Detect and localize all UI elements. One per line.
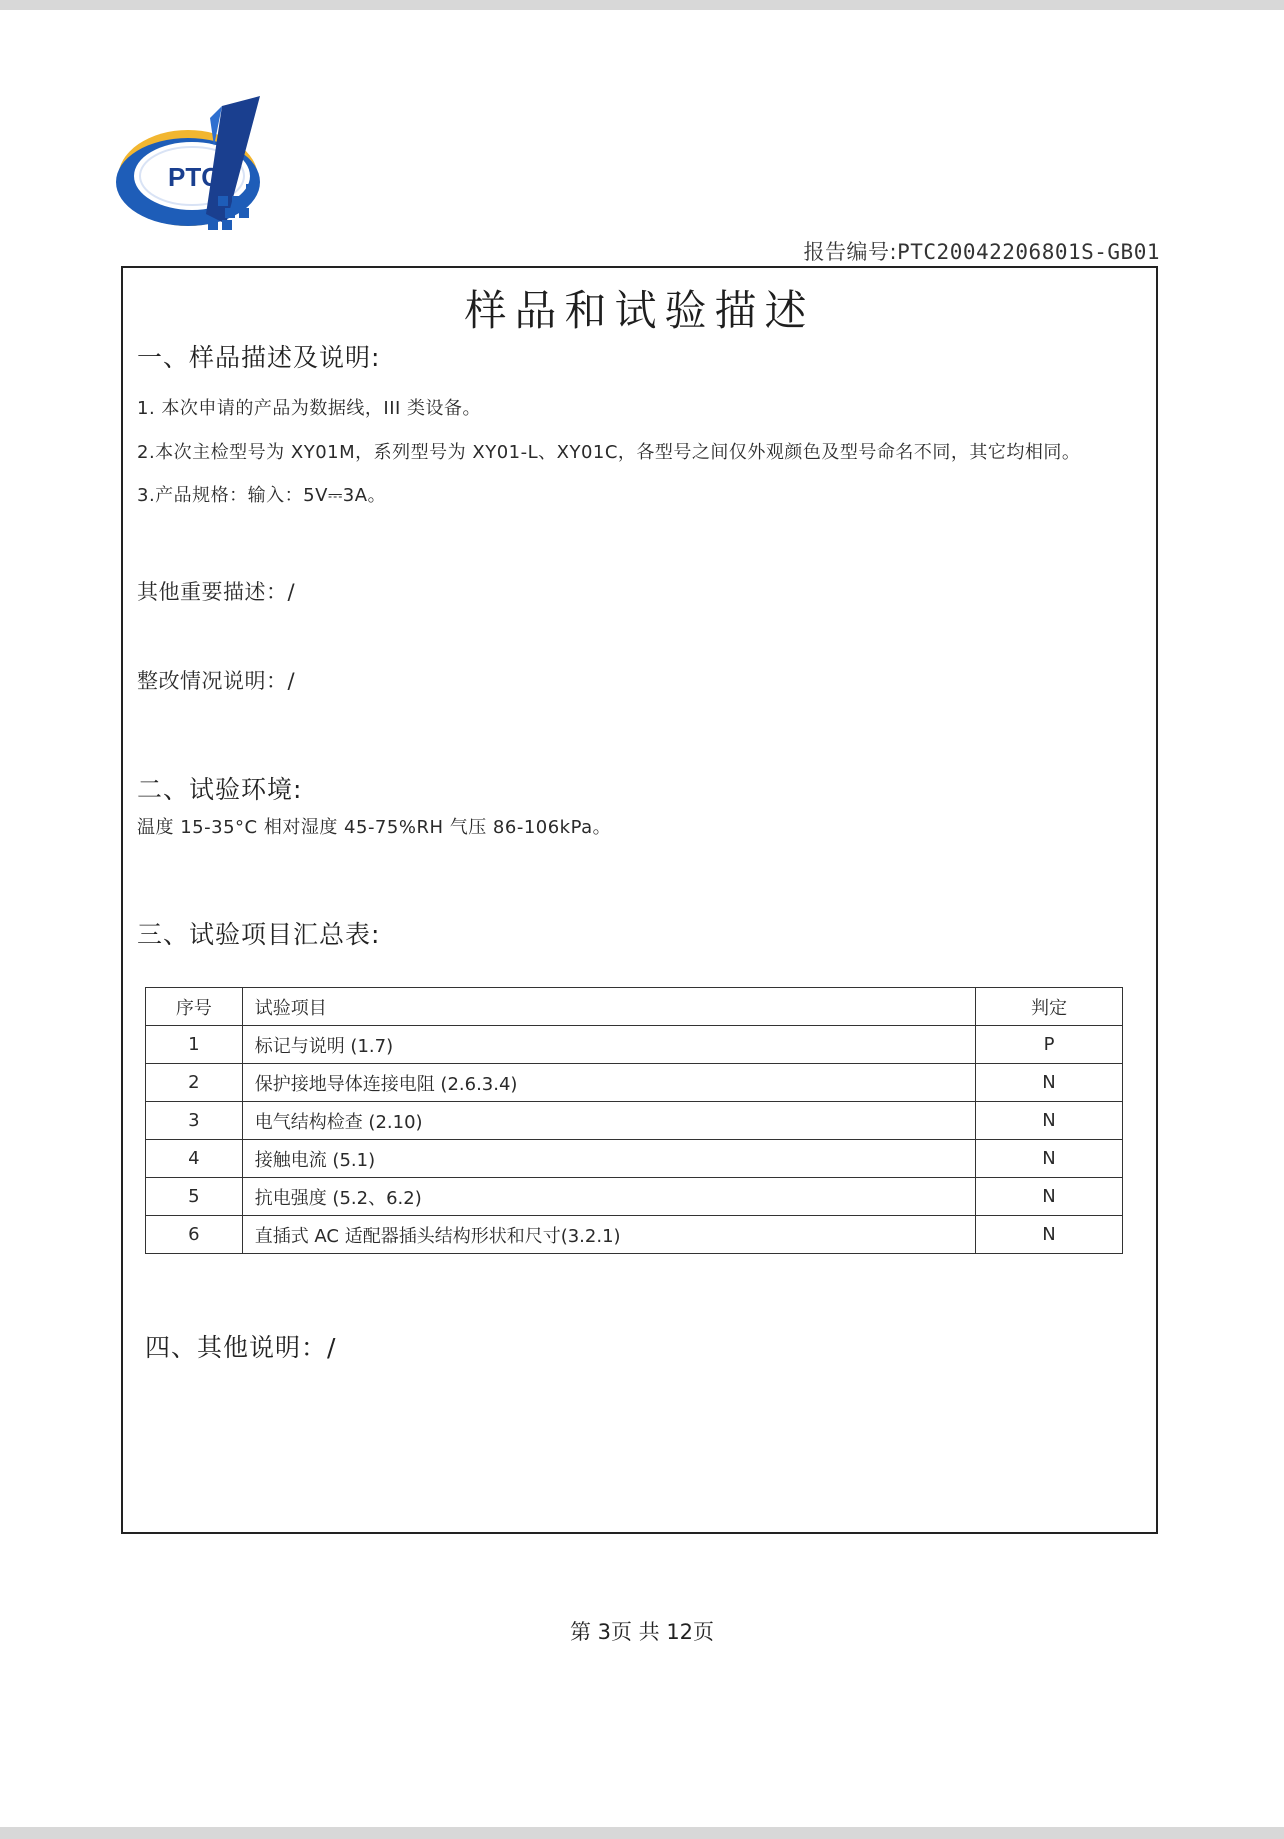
cell-verdict: P xyxy=(976,1026,1123,1064)
section1-line-3: 3.产品规格：输入：5V⎓3A。 xyxy=(137,485,387,506)
environment-text: 温度 15-35°C 相对湿度 45-75%RH 气压 86-106kPa。 xyxy=(137,817,612,838)
header-index: 序号 xyxy=(146,988,243,1026)
cell-verdict: N xyxy=(976,1102,1123,1140)
report-number xyxy=(804,236,1160,266)
rectification-note: 整改情况说明：/ xyxy=(137,669,296,693)
cell-verdict: N xyxy=(976,1064,1123,1102)
cell-index: 1 xyxy=(146,1026,243,1064)
cell-index: 2 xyxy=(146,1064,243,1102)
cell-item: 保护接地导体连接电阻 (2.6.3.4) xyxy=(242,1064,975,1102)
cell-index: 4 xyxy=(146,1140,243,1178)
ptc-logo xyxy=(110,96,290,256)
cell-verdict: N xyxy=(976,1216,1123,1254)
cell-verdict: N xyxy=(976,1178,1123,1216)
other-description: 其他重要描述：/ xyxy=(137,580,296,604)
table-row xyxy=(146,1140,1123,1178)
report-number-value: PTC20042206801S-GB01 xyxy=(897,240,1160,264)
cell-item: 标记与说明 (1.7) xyxy=(242,1026,975,1064)
table-row xyxy=(146,1178,1123,1216)
table-row xyxy=(146,1026,1123,1064)
table-header-row xyxy=(146,988,1123,1026)
cell-item: 直插式 AC 适配器插头结构形状和尺寸(3.2.1) xyxy=(242,1216,975,1254)
section1-heading: 一、样品描述及说明: xyxy=(137,343,381,372)
header-verdict: 判定 xyxy=(976,988,1123,1026)
cell-item: 电气结构检查 (2.10) xyxy=(242,1102,975,1140)
cell-index: 5 xyxy=(146,1178,243,1216)
table-row xyxy=(146,1102,1123,1140)
cell-verdict: N xyxy=(976,1140,1123,1178)
cell-index: 6 xyxy=(146,1216,243,1254)
cell-index: 3 xyxy=(146,1102,243,1140)
content-frame xyxy=(121,266,1158,1534)
report-number-label: 报告编号: xyxy=(803,240,898,264)
cell-item: 接触电流 (5.1) xyxy=(242,1140,975,1178)
page-title: 样品和试验描述 xyxy=(464,286,815,335)
section2-heading: 二、试验环境: xyxy=(137,775,303,804)
test-summary-table xyxy=(145,987,1123,1254)
table-row xyxy=(146,1216,1123,1254)
section1-line-1: 1. 本次申请的产品为数据线，III 类设备。 xyxy=(137,398,482,419)
cell-item: 抗电强度 (5.2、6.2) xyxy=(242,1178,975,1216)
section3-heading: 三、试验项目汇总表: xyxy=(137,920,381,949)
section1-line-2: 2.本次主检型号为 XY01M，系列型号为 XY01-L、XY01C，各型号之间仅外观颜色及型号命名不同，其它均相同。 xyxy=(137,442,1081,463)
section4-heading: 四、其他说明：/ xyxy=(145,1333,337,1362)
top-edge xyxy=(0,0,1284,10)
header-item: 试验项目 xyxy=(242,988,975,1026)
logo-text: PTC xyxy=(168,162,220,192)
page-footer: 第 3页 共 12页 xyxy=(569,1620,715,1644)
table-row xyxy=(146,1064,1123,1102)
bottom-edge xyxy=(0,1827,1284,1839)
